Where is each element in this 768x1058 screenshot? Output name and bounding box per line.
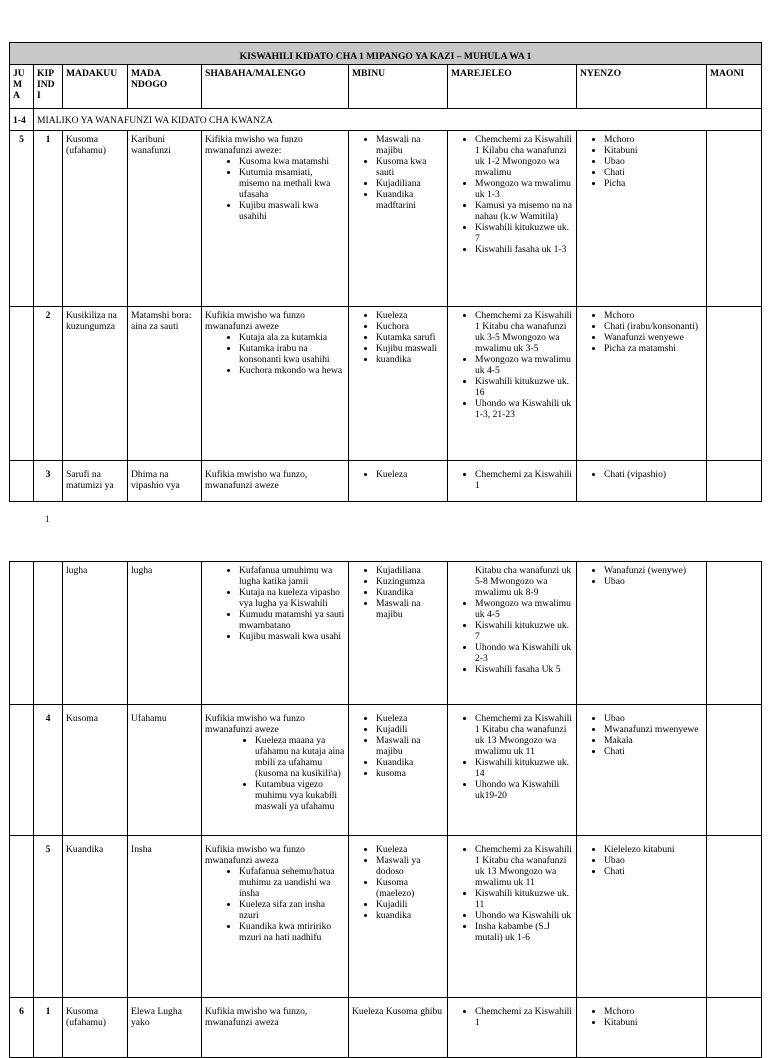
list-item: • Uhondo wa Kiswahili uk 2-3 [475, 642, 573, 664]
list-item: • Kiswahili kitukuzwe uk. 7 [475, 222, 573, 244]
kipindi-cell: 1 [34, 998, 63, 1058]
list-item: • Kiswahili fasaha Uk 5 [475, 664, 573, 675]
list-item: • Chati [604, 746, 703, 757]
list-item: • Maswali na majibu [376, 598, 444, 620]
kipindi-cell: 2 [34, 307, 63, 461]
list-item: • Kufafanua sehemu/hatua muhimu za uandishi wa insha [239, 866, 345, 899]
mada-ndogo-cell: Insha [128, 836, 202, 998]
mbinu-cell [349, 705, 448, 836]
marejeleo-list [451, 134, 573, 255]
marejeleo-intro: Kitabu cha wanafunzi uk 5-8 Mwongozo wa mwalimu uk 8-9 [475, 565, 572, 598]
shabaha-list [205, 156, 345, 222]
list-item: • Picha za matamshi [604, 343, 703, 354]
list-item: • Picha [604, 178, 703, 189]
shabaha-cell [202, 307, 349, 461]
list-item: • Kielelezo kitabuni [604, 844, 703, 855]
shabaha-intro: Kufikia mwisho wa funzo mwanafunzi aweze [205, 310, 305, 332]
shabaha-cell [202, 705, 349, 836]
mialiko-text: MIALIKO YA WANAFUNZI WA KIDATO CHA KWANZA [34, 109, 762, 131]
list-item: • Kitabuni [604, 145, 703, 156]
nyenzo-cell [577, 562, 707, 705]
list-item: • Kiswahili kitukuzwe uk. 7 [475, 620, 573, 642]
mada-ndogo-cell: Matamshi bora: aina za sauti [128, 307, 202, 461]
list-item: • Wanafunzi (wenywe) [604, 565, 703, 576]
list-item: • Maswali na majibu [376, 134, 444, 156]
list-item: • Wanafunzi wenyewe [604, 332, 703, 343]
madakuu-cell: lugha [63, 562, 128, 705]
maoni-cell [707, 131, 762, 307]
list-item: • Kujadiliana [376, 178, 444, 189]
list-item: • Chemchemi za Kiswahili 1 [475, 1006, 573, 1028]
table-row [10, 705, 762, 836]
kipindi-cell: 4 [34, 705, 63, 836]
list-item: • Kiswahili kitukuzwe uk. 14 [475, 757, 573, 779]
nyenzo-list [580, 469, 703, 480]
shabaha-cell [202, 131, 349, 307]
list-item: • Kueleza [376, 713, 444, 724]
nyenzo-cell [577, 836, 707, 998]
marejeleo-list [451, 713, 573, 801]
list-item: • Mwongozo wa mwalimu uk 4-5 [475, 354, 573, 376]
list-item: • Ubao [604, 156, 703, 167]
madakuu-cell: Sarufi na matumizi ya [63, 461, 128, 502]
list-item: • Kujibu maswali [376, 343, 444, 354]
table-row [10, 836, 762, 998]
shabaha-intro: Kufikia mwisho wa funzo mwanafunzi aweza [205, 844, 305, 866]
shabaha-intro: Kifikia mwisho wa funzo mwanafunzi aweze: [205, 134, 303, 156]
list-item: • Kusoma kwa sauti [376, 156, 444, 178]
list-item: • Kuandika madftarini [376, 189, 444, 211]
list-item: • kuandika [376, 910, 444, 921]
mbinu-list [352, 469, 444, 480]
document-title: KISWAHILI KIDATO CHA 1 MIPANGO YA KAZI – MUHULA WA 1 [10, 43, 762, 65]
list-item: • Kueleza [376, 844, 444, 855]
list-item: • Kueleza sifa zan insha nzuri [239, 899, 345, 921]
header-mbinu: MBINU [349, 65, 448, 109]
list-item: • Uhondo wa Kiswahili uk19-20 [475, 779, 573, 801]
list-item: • Kumudu matamshi ya sauti mwambatano [239, 609, 345, 631]
mbinu-cell [349, 836, 448, 998]
juma-cell [10, 307, 34, 461]
header-nyenzo: NYENZO [577, 65, 707, 109]
list-item: • Mchoro [604, 134, 703, 145]
marejeleo-cell [448, 836, 577, 998]
nyenzo-list [580, 565, 703, 587]
juma-cell: 6 [10, 998, 34, 1058]
list-item: • Ubao [604, 855, 703, 866]
list-item: • Mchoro [604, 1006, 703, 1017]
juma-cell: 5 [10, 131, 34, 307]
mbinu-list [352, 134, 444, 211]
table-row [10, 131, 762, 307]
list-item: • Kuchora [376, 321, 444, 332]
list-item: • Kutamka irabu na konsonanti kwa usahihi [239, 343, 345, 365]
list-item: • Chemchemi za Kiswahili 1 Kilabu cha wanafunzi uk 1-2 Mwongozo wa mwalimu [475, 134, 573, 178]
list-item: • Chati [604, 167, 703, 178]
list-item: • Chemchemi za Kiswahili 1 Kitabu cha wanafunzi uk 13 Mwongozo wa mwalimu uk 11 [475, 844, 573, 888]
list-item: • Kiswahili fasaha uk 1-3 [475, 244, 573, 255]
shabaha-cell: Kufikia mwisho wa funzo, mwanafunzi aweze [202, 461, 349, 502]
kipindi-cell: 5 [34, 836, 63, 998]
list-item: • Kamusi ya misemo na na nahau (k.w Wamitila) [475, 200, 573, 222]
shabaha-list [205, 735, 345, 812]
list-item: • Mwanafunzi mwenyewe [604, 724, 703, 735]
list-item: • Mwongozo wa mwalimu uk 4-5 [475, 598, 573, 620]
maoni-cell [707, 836, 762, 998]
scheme-of-work-table-page-2 [9, 561, 762, 1058]
list-item: • Kuzingumza [376, 576, 444, 587]
nyenzo-cell [577, 131, 707, 307]
kipindi-cell: 3 [34, 461, 63, 502]
header-juma: JU M A [10, 65, 34, 109]
list-item: • Chemchemi za Kiswahili 1 Kitabu cha wanafunzi uk 3-5 Mwongozo wa mwalimu uk 3-5 [475, 310, 573, 354]
mada-ndogo-cell: Dhima na vipashio vya [128, 461, 202, 502]
nyenzo-list [580, 713, 703, 757]
list-item: • Chati (irabu/konsonanti) [604, 321, 703, 332]
maoni-cell [707, 562, 762, 705]
table-row [10, 307, 762, 461]
madakuu-cell: Kusikiliza na kuzungumza [63, 307, 128, 461]
list-item: • Kuandika [376, 757, 444, 768]
marejeleo-cell [448, 562, 577, 705]
nyenzo-cell [577, 998, 707, 1058]
maoni-cell [707, 461, 762, 502]
list-item: • Uhondo wa Kiswahili uk 1-3, 21-23 [475, 398, 573, 420]
shabaha-cell: Kufikia mwisho wa funzo, mwanafunzi aweza [202, 998, 349, 1058]
marejeleo-cell [448, 998, 577, 1058]
list-item: • Kujadili [376, 724, 444, 735]
mbinu-list [352, 310, 444, 365]
list-item: • Kusoma kwa matamshi [239, 156, 345, 167]
list-item: • Kiswahili kitukuzwe uk. 16 [475, 376, 573, 398]
nyenzo-cell [577, 461, 707, 502]
list-item: • Kutamka sarufi [376, 332, 444, 343]
scheme-of-work-table-page-1 [9, 42, 762, 502]
list-item: • Kufafanua umuhimu wa lugha katika jamii [239, 565, 345, 587]
mbinu-list [352, 844, 444, 921]
marejeleo-list [451, 310, 573, 420]
header-kipindi: KIP IND I [34, 65, 63, 109]
mada-ndogo-cell: lugha [128, 562, 202, 705]
list-item: • Mchoro [604, 310, 703, 321]
madakuu-cell: Kusoma (ufahamu) [63, 131, 128, 307]
list-item: • Maswali ya dodoso [376, 855, 444, 877]
marejeleo-list [451, 1006, 573, 1028]
list-item: • Maswali na majibu [376, 735, 444, 757]
nyenzo-cell [577, 307, 707, 461]
list-item: • Kueleza [376, 310, 444, 321]
mada-ndogo-cell: Ufahamu [128, 705, 202, 836]
list-item: • Kutumia msamiati, misemo na methali kwa ufasaha [239, 167, 345, 200]
list-item: • Mwongozo wa mwalimu uk 1-3 [475, 178, 573, 200]
list-item: • kusoma [376, 768, 444, 779]
list-item: • Kitabuni [604, 1017, 703, 1028]
shabaha-list [205, 565, 345, 642]
kipindi-cell: 1 [34, 131, 63, 307]
list-item: • Kujibu maswali kwa usahihi [239, 200, 345, 222]
marejeleo-cell [448, 131, 577, 307]
list-item: • Kiswahili kitukuzwe uk. 11 [475, 888, 573, 910]
madakuu-cell: Kuandika [63, 836, 128, 998]
juma-cell [10, 461, 34, 502]
mbinu-cell [349, 461, 448, 502]
mialiko-juma: 1-4 [10, 109, 34, 131]
list-item: • Kujadiliana [376, 565, 444, 576]
marejeleo-list [451, 844, 573, 943]
list-item: • Chati (vipashio) [604, 469, 703, 480]
mada-ndogo-cell: Elewa Lugha yako [128, 998, 202, 1058]
header-shabaha: SHABAHA/MALENGO [202, 65, 349, 109]
table-row [10, 562, 762, 705]
nyenzo-list [580, 310, 703, 354]
marejeleo-cell [448, 461, 577, 502]
list-item: • Insha kabambe (S.J mutali) uk 1-6 [475, 921, 573, 943]
nyenzo-cell [577, 705, 707, 836]
mbinu-cell [349, 307, 448, 461]
juma-cell [10, 705, 34, 836]
header-marejeleo: MAREJELEO [448, 65, 577, 109]
nyenzo-list [580, 844, 703, 877]
header-mada-ndogo: MADA NDOGO [128, 65, 202, 109]
marejeleo-list [451, 598, 573, 675]
shabaha-cell [202, 562, 349, 705]
list-item: • Kuandika kwa mtiririko mzuri na hati nadhifu [239, 921, 345, 943]
mada-ndogo-cell: Karibuni wanafunzi [128, 131, 202, 307]
mbinu-cell [349, 131, 448, 307]
mbinu-cell: Kueleza Kusoma ghibu [349, 998, 448, 1058]
list-item: • Makala [604, 735, 703, 746]
header-madakuu: MADAKUU [63, 65, 128, 109]
list-item: • kuandika [376, 354, 444, 365]
maoni-cell [707, 705, 762, 836]
marejeleo-cell [448, 307, 577, 461]
kipindi-cell [34, 562, 63, 705]
list-item: • Kujibu maswali kwa usahi [239, 631, 345, 642]
maoni-cell [707, 998, 762, 1058]
nyenzo-list [580, 1006, 703, 1028]
list-item: • Kueleza maana ya ufahamu na kutaja aina mbili za ufahamu (kusoma na kusikili\a) [255, 735, 345, 779]
mbinu-list [352, 713, 444, 779]
madakuu-cell: Kusoma [63, 705, 128, 836]
juma-cell [10, 562, 34, 705]
list-item: • Kueleza [376, 469, 444, 480]
shabaha-list [205, 332, 345, 376]
list-item: • Kujadili [376, 899, 444, 910]
list-item: • Kuandika [376, 587, 444, 598]
marejeleo-list [451, 469, 573, 491]
nyenzo-list [580, 134, 703, 189]
maoni-cell [707, 307, 762, 461]
list-item: • Ubao [604, 576, 703, 587]
marejeleo-cell [448, 705, 577, 836]
list-item: • Kutambua vigezo muhimu vya kukabili maswali ya ufahamu [255, 779, 345, 812]
table-row [10, 461, 762, 502]
list-item: • Chemchemi za Kiswahili 1 [475, 469, 573, 491]
list-item: • Chemchemi za Kiswahili 1 Kitabu cha wanafunzi uk 13 Mwongozo wa mwalimu uk 11 [475, 713, 573, 757]
page-number: 1 [45, 514, 50, 524]
list-item: • Ubao [604, 713, 703, 724]
list-item: • Uhondo wa Kiswahili uk [475, 910, 573, 921]
mbinu-list [352, 565, 444, 620]
shabaha-list [205, 866, 345, 943]
madakuu-cell: Kusoma (ufahamu) [63, 998, 128, 1058]
list-item: • Kutaja na kueleza vipasho vya lugha ya Kiswahili [239, 587, 345, 609]
table-row [10, 998, 762, 1058]
list-item: • Kuchora mkondo wa hewa [239, 365, 345, 376]
mbinu-cell [349, 562, 448, 705]
shabaha-intro: Kufikia mwisho wa funzo mwanafunzi aweze [205, 713, 305, 735]
list-item: • Kusoma (maelezo) [376, 877, 444, 899]
list-item: • Chati [604, 866, 703, 877]
shabaha-cell [202, 836, 349, 998]
list-item: • Kutaja ala za kutamkia [239, 332, 345, 343]
juma-cell [10, 836, 34, 998]
header-maoni: MAONI [707, 65, 762, 109]
